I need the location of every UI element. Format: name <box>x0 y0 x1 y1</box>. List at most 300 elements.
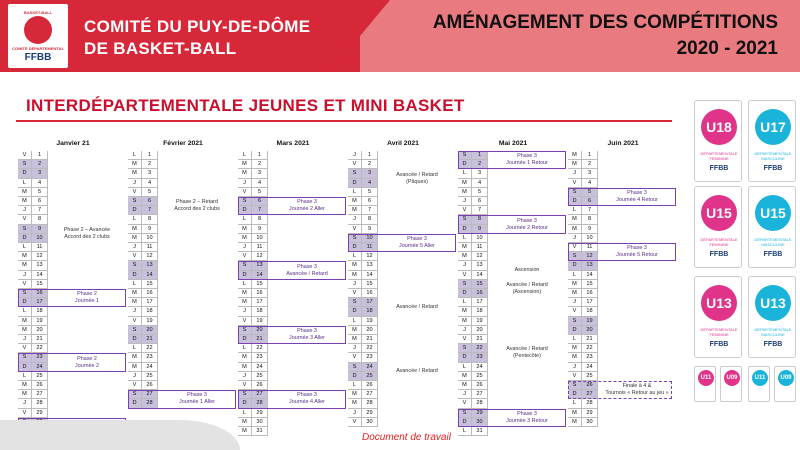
day-cell: 28 <box>252 399 268 408</box>
month-header: Mars 2021 <box>276 140 310 147</box>
day-cell: 7 <box>472 206 488 215</box>
badge-label: U13 <box>755 285 791 321</box>
day-cell: 9 <box>252 225 268 234</box>
day-cell: 25 <box>472 372 488 381</box>
badge-label: U17 <box>755 109 791 145</box>
day-cell: 23 <box>472 353 488 362</box>
weekday-cell: V <box>128 381 142 390</box>
day-cell: 4 <box>252 179 268 188</box>
category-badge <box>748 276 796 358</box>
day-cell: 27 <box>142 390 158 399</box>
weekday-cell: J <box>568 298 582 307</box>
weekday-cell: D <box>568 261 582 270</box>
weekday-cell: J <box>458 390 472 399</box>
weekday-cell: M <box>568 160 582 169</box>
weekday-cell: V <box>458 271 472 280</box>
day-cell: 14 <box>32 271 48 280</box>
weekday-cell: J <box>18 335 32 344</box>
weekday-cell: M <box>348 390 362 399</box>
day-cell: 2 <box>582 160 598 169</box>
day-cell: 22 <box>252 344 268 353</box>
day-cell: 9 <box>142 225 158 234</box>
day-cell: 24 <box>142 363 158 372</box>
weekday-cell: M <box>238 353 252 362</box>
day-cell: 14 <box>582 271 598 280</box>
day-cell: 30 <box>472 418 488 427</box>
weekday-cell: D <box>458 160 472 169</box>
weekday-cell: V <box>348 418 362 427</box>
phase-annotation: Avancée / Retard (Ascension) <box>506 282 548 295</box>
badge-brand: FFBB <box>709 165 729 172</box>
weekday-cell: L <box>568 399 582 408</box>
weekday-cell: D <box>348 243 362 252</box>
phase-annotation: Phase 3 Journée 3 Retour <box>506 410 548 424</box>
day-cell: 3 <box>472 169 488 178</box>
day-cell: 29 <box>472 409 488 418</box>
title-line-1: AMÉNAGEMENT DES COMPÉTITIONS <box>432 12 778 33</box>
day-cell: 14 <box>362 271 378 280</box>
day-cell: 18 <box>362 307 378 316</box>
category-badge <box>694 276 742 358</box>
day-cell: 8 <box>32 215 48 224</box>
day-cell: 19 <box>142 317 158 326</box>
day-cell: 7 <box>32 206 48 215</box>
day-cell: 21 <box>32 335 48 344</box>
day-cell: 27 <box>362 390 378 399</box>
weekday-cell: M <box>458 252 472 261</box>
weekday-cell: M <box>458 372 472 381</box>
weekday-cell: L <box>568 206 582 215</box>
weekday-cell: D <box>568 390 582 399</box>
weekday-cell: M <box>458 381 472 390</box>
weekday-cell: M <box>568 225 582 234</box>
weekday-cell: J <box>348 215 362 224</box>
day-cell: 24 <box>252 363 268 372</box>
weekday-cell: L <box>238 151 252 160</box>
weekday-cell: D <box>238 271 252 280</box>
weekday-cell: D <box>348 372 362 381</box>
day-cell: 1 <box>362 151 378 160</box>
weekday-cell: M <box>238 427 252 436</box>
weekday-cell: M <box>568 215 582 224</box>
day-cell: 9 <box>472 225 488 234</box>
category-badge <box>694 186 742 268</box>
weekday-cell: M <box>18 390 32 399</box>
badge-label: U13 <box>701 285 737 321</box>
weekday-cell: V <box>348 160 362 169</box>
weekday-cell: J <box>238 307 252 316</box>
day-cell: 24 <box>472 363 488 372</box>
weekday-cell: M <box>458 188 472 197</box>
day-cell: 4 <box>362 179 378 188</box>
day-cell: 6 <box>252 197 268 206</box>
day-cell: 1 <box>472 151 488 160</box>
weekday-cell: V <box>348 353 362 362</box>
day-cell: 4 <box>582 179 598 188</box>
weekday-cell: S <box>458 344 472 353</box>
day-cell: 15 <box>252 280 268 289</box>
weekday-cell: L <box>128 344 142 353</box>
day-cell: 30 <box>582 418 598 427</box>
weekday-cell: M <box>128 363 142 372</box>
weekday-cell: M <box>348 261 362 270</box>
badge-subtitle: DÉPARTEMENTALE FÉMININE <box>700 151 738 161</box>
weekday-cell: M <box>18 381 32 390</box>
weekday-cell: V <box>568 243 582 252</box>
phase-annotation: Phase 2 – Avancée Accord des 2 clubs <box>63 226 111 240</box>
day-cell: 25 <box>582 372 598 381</box>
weekday-cell: D <box>458 289 472 298</box>
day-cell: 23 <box>32 353 48 362</box>
day-cell: 28 <box>142 399 158 408</box>
day-cell: 10 <box>472 234 488 243</box>
day-cell: 10 <box>32 234 48 243</box>
weekday-cell: L <box>348 188 362 197</box>
weekday-cell: S <box>128 326 142 335</box>
weekday-cell: M <box>348 271 362 280</box>
weekday-cell: M <box>568 353 582 362</box>
mini-category-badge <box>720 366 742 402</box>
weekday-cell: M <box>128 298 142 307</box>
day-cell: 21 <box>142 335 158 344</box>
weekday-cell: L <box>458 363 472 372</box>
day-cell: 5 <box>582 188 598 197</box>
day-cell: 23 <box>582 353 598 362</box>
weekday-cell: D <box>238 399 252 408</box>
phase-annotation: Avancée / Retard (Pentecôte) <box>506 346 548 360</box>
day-cell: 18 <box>582 307 598 316</box>
day-cell: 16 <box>362 289 378 298</box>
weekday-cell: M <box>238 160 252 169</box>
day-cell: 18 <box>32 307 48 316</box>
weekday-cell: M <box>568 289 582 298</box>
day-cell: 18 <box>252 307 268 316</box>
day-cell: 20 <box>142 326 158 335</box>
day-cell: 13 <box>362 261 378 270</box>
weekday-cell: L <box>18 372 32 381</box>
day-cell: 9 <box>362 225 378 234</box>
weekday-cell: D <box>458 418 472 427</box>
weekday-cell: S <box>458 280 472 289</box>
day-cell: 13 <box>252 261 268 270</box>
weekday-cell: L <box>18 243 32 252</box>
day-cell: 23 <box>252 353 268 362</box>
day-cell: 7 <box>582 206 598 215</box>
day-cell: 5 <box>142 188 158 197</box>
phase-annotation: Avancée / Retard (Pâques) <box>396 171 438 185</box>
day-cell: 25 <box>142 372 158 381</box>
weekday-cell: D <box>568 197 582 206</box>
day-cell: 16 <box>252 289 268 298</box>
day-cell: 24 <box>582 363 598 372</box>
day-cell: 24 <box>32 363 48 372</box>
category-badge <box>694 100 742 182</box>
weekday-cell: M <box>238 234 252 243</box>
weekday-cell: L <box>458 427 472 436</box>
day-cell: 20 <box>472 326 488 335</box>
day-cell: 20 <box>362 326 378 335</box>
weekday-cell: M <box>458 317 472 326</box>
weekday-cell: L <box>348 252 362 261</box>
phase-annotation: Avancée / Retard <box>396 303 438 310</box>
weekday-cell: S <box>348 298 362 307</box>
weekday-cell: D <box>18 234 32 243</box>
day-cell: 27 <box>582 390 598 399</box>
mini-category-badge <box>748 366 770 402</box>
committee-logo <box>8 4 68 68</box>
document-label: Document de travail <box>362 432 451 443</box>
day-cell: 8 <box>582 215 598 224</box>
weekday-cell: M <box>348 206 362 215</box>
weekday-cell: V <box>18 215 32 224</box>
weekday-cell: D <box>18 298 32 307</box>
day-cell: 6 <box>142 197 158 206</box>
season: 2020 - 2021 <box>676 38 778 59</box>
badge-label: U15 <box>755 195 791 231</box>
day-cell: 15 <box>32 280 48 289</box>
day-cell: 26 <box>32 381 48 390</box>
day-cell: 17 <box>32 298 48 307</box>
day-cell: 13 <box>32 261 48 270</box>
day-cell: 6 <box>362 197 378 206</box>
day-cell: 29 <box>582 409 598 418</box>
weekday-cell: J <box>238 179 252 188</box>
day-cell: 16 <box>32 289 48 298</box>
day-cell: 28 <box>472 399 488 408</box>
day-cell: 4 <box>142 179 158 188</box>
weekday-cell: V <box>348 289 362 298</box>
weekday-cell: V <box>238 252 252 261</box>
weekday-cell: D <box>348 307 362 316</box>
weekday-cell: V <box>128 317 142 326</box>
day-cell: 3 <box>142 169 158 178</box>
weekday-cell: D <box>238 206 252 215</box>
day-cell: 2 <box>32 160 48 169</box>
weekday-cell: S <box>348 363 362 372</box>
weekday-cell: L <box>128 215 142 224</box>
org-line-1: COMITÉ DU PUY-DE-DÔME <box>84 17 311 36</box>
weekday-cell: M <box>238 289 252 298</box>
weekday-cell: L <box>458 234 472 243</box>
day-cell: 30 <box>362 418 378 427</box>
day-cell: 2 <box>362 160 378 169</box>
document-title <box>433 10 778 62</box>
weekday-cell: J <box>568 363 582 372</box>
day-cell: 25 <box>32 372 48 381</box>
day-cell: 26 <box>582 381 598 390</box>
mini-badge-label: U11 <box>752 370 768 386</box>
weekday-cell: D <box>128 271 142 280</box>
weekday-cell: J <box>18 271 32 280</box>
day-cell: 23 <box>362 353 378 362</box>
weekday-cell: M <box>238 298 252 307</box>
day-cell: 24 <box>362 363 378 372</box>
weekday-cell: J <box>18 399 32 408</box>
phase-annotation: Finale à 4 & Tournois « Retour au jeu » <box>605 383 669 397</box>
weekday-cell: M <box>18 188 32 197</box>
weekday-cell: J <box>568 234 582 243</box>
month-header: Janvier 21 <box>56 140 90 147</box>
badge-subtitle: DÉPARTEMENTALE MASCULINE <box>754 327 792 337</box>
weekday-cell: M <box>18 261 32 270</box>
day-cell: 6 <box>582 197 598 206</box>
weekday-cell: S <box>238 390 252 399</box>
weekday-cell: D <box>568 326 582 335</box>
day-cell: 11 <box>362 243 378 252</box>
day-cell: 26 <box>362 381 378 390</box>
badge-subtitle: DÉPARTEMENTALE MASCULINE <box>754 237 792 247</box>
header-wedge <box>330 0 390 72</box>
phase-annotation: Avancée / Retard <box>396 368 438 375</box>
day-cell: 19 <box>582 317 598 326</box>
subtitle-underline <box>16 120 672 122</box>
day-cell: 22 <box>142 344 158 353</box>
weekday-cell: S <box>18 289 32 298</box>
day-cell: 21 <box>582 335 598 344</box>
weekday-cell: M <box>18 317 32 326</box>
org-line-2: DE BASKET-BALL <box>84 39 237 58</box>
day-cell: 16 <box>582 289 598 298</box>
mini-badge-label: U11 <box>698 370 714 386</box>
weekday-cell: M <box>238 363 252 372</box>
day-cell: 18 <box>142 307 158 316</box>
day-cell: 2 <box>252 160 268 169</box>
day-cell: 19 <box>472 317 488 326</box>
weekday-cell: V <box>348 225 362 234</box>
day-cell: 22 <box>472 344 488 353</box>
day-cell: 18 <box>472 307 488 316</box>
weekday-cell: J <box>348 151 362 160</box>
weekday-cell: S <box>18 353 32 362</box>
day-cell: 2 <box>142 160 158 169</box>
day-cell: 17 <box>142 298 158 307</box>
day-cell: 19 <box>362 317 378 326</box>
day-cell: 9 <box>32 225 48 234</box>
weekday-cell: J <box>128 307 142 316</box>
day-cell: 15 <box>362 280 378 289</box>
phase-annotation: Ascension <box>514 267 540 274</box>
day-cell: 6 <box>472 197 488 206</box>
weekday-cell: J <box>238 372 252 381</box>
badge-subtitle: DÉPARTEMENTALE FÉMININE <box>700 237 738 247</box>
month-header: Février 2021 <box>163 140 203 147</box>
weekday-cell: M <box>348 326 362 335</box>
day-cell: 11 <box>32 243 48 252</box>
day-cell: 26 <box>472 381 488 390</box>
badge-brand: FFBB <box>763 165 783 172</box>
weekday-cell: J <box>568 169 582 178</box>
weekday-cell: L <box>458 298 472 307</box>
day-cell: 9 <box>582 225 598 234</box>
weekday-cell: L <box>238 409 252 418</box>
day-cell: 20 <box>32 326 48 335</box>
day-cell: 29 <box>252 409 268 418</box>
weekday-cell: S <box>238 326 252 335</box>
month-header: Juin 2021 <box>607 140 639 147</box>
weekday-cell: D <box>458 225 472 234</box>
weekday-cell: V <box>18 409 32 418</box>
weekday-cell: V <box>128 188 142 197</box>
mini-category-badge <box>694 366 716 402</box>
day-cell: 25 <box>252 372 268 381</box>
phase-annotation: Phase 3 Journée 4 Aller <box>289 392 325 406</box>
badge-subtitle: DÉPARTEMENTALE FÉMININE <box>700 327 738 337</box>
day-cell: 21 <box>362 335 378 344</box>
day-cell: 11 <box>582 243 598 252</box>
day-cell: 10 <box>582 234 598 243</box>
weekday-cell: J <box>348 280 362 289</box>
day-cell: 10 <box>142 234 158 243</box>
day-cell: 5 <box>362 188 378 197</box>
day-cell: 23 <box>142 353 158 362</box>
day-cell: 28 <box>32 399 48 408</box>
day-cell: 12 <box>142 252 158 261</box>
day-cell: 7 <box>362 206 378 215</box>
day-cell: 11 <box>252 243 268 252</box>
weekday-cell: M <box>348 399 362 408</box>
weekday-cell: L <box>348 381 362 390</box>
weekday-cell: V <box>568 372 582 381</box>
weekday-cell: M <box>18 326 32 335</box>
day-cell: 13 <box>582 261 598 270</box>
weekday-cell: L <box>568 271 582 280</box>
day-cell: 19 <box>252 317 268 326</box>
weekday-cell: S <box>128 197 142 206</box>
badge-brand: FFBB <box>763 341 783 348</box>
weekday-cell: V <box>238 381 252 390</box>
badge-brand: FFBB <box>709 251 729 258</box>
weekday-cell: D <box>128 399 142 408</box>
day-cell: 8 <box>142 215 158 224</box>
day-cell: 27 <box>252 390 268 399</box>
weekday-cell: D <box>238 335 252 344</box>
badge-brand: FFBB <box>709 341 729 348</box>
day-cell: 15 <box>472 280 488 289</box>
day-cell: 10 <box>252 234 268 243</box>
day-cell: 3 <box>362 169 378 178</box>
weekday-cell: S <box>458 151 472 160</box>
day-cell: 1 <box>32 151 48 160</box>
weekday-cell: S <box>458 215 472 224</box>
day-cell: 26 <box>252 381 268 390</box>
weekday-cell: L <box>238 280 252 289</box>
weekday-cell: D <box>348 179 362 188</box>
day-cell: 12 <box>582 252 598 261</box>
day-cell: 21 <box>472 335 488 344</box>
weekday-cell: J <box>458 326 472 335</box>
day-cell: 2 <box>472 160 488 169</box>
weekday-cell: M <box>128 169 142 178</box>
weekday-cell: M <box>458 179 472 188</box>
month-header: Mai 2021 <box>498 140 528 147</box>
day-cell: 22 <box>582 344 598 353</box>
day-cell: 4 <box>32 179 48 188</box>
weekday-cell: V <box>18 344 32 353</box>
badge-brand: FFBB <box>763 251 783 258</box>
weekday-cell: J <box>348 409 362 418</box>
badge-subtitle: DÉPARTEMENTALE MASCULINE <box>754 151 792 161</box>
weekday-cell: S <box>238 261 252 270</box>
day-cell: 22 <box>362 344 378 353</box>
day-cell: 3 <box>252 169 268 178</box>
weekday-cell: V <box>18 280 32 289</box>
weekday-cell: S <box>18 160 32 169</box>
weekday-cell: J <box>128 243 142 252</box>
day-cell: 5 <box>32 188 48 197</box>
day-cell: 27 <box>32 390 48 399</box>
footer-gray-shape <box>0 420 240 450</box>
phase-annotation: Phase 3 Journée 4 Retour <box>616 190 658 203</box>
